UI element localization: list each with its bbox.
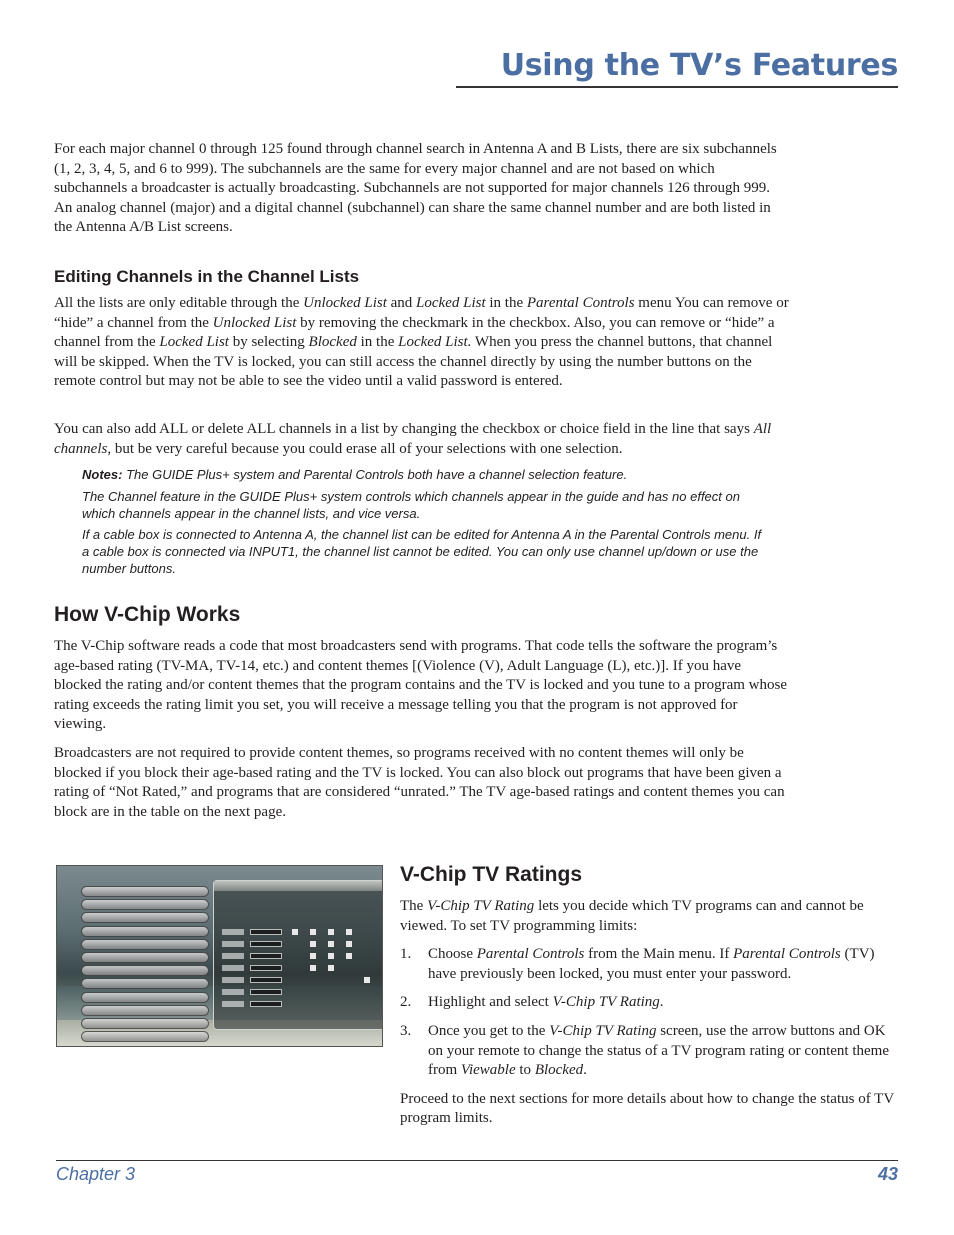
header-rule — [456, 86, 898, 88]
list-item: 3. Once you get to the V-Chip TV Rating screen, use the arrow buttons and OK on your remote to change the status of a TV program rating or content theme from Viewable to Blocked. — [400, 1022, 889, 1079]
editing-paragraph-2: You can also add ALL or delete ALL channels in a list by changing the checkbox or choice field in the line that says All channels, but be very careful because you could erase all of your selections with one selection. — [54, 421, 772, 457]
vchip-works-heading: How V-Chip Works — [54, 603, 241, 626]
vchip-ratings-heading: V-Chip TV Ratings — [400, 863, 583, 886]
note-1: Notes: The GUIDE Plus+ system and Parental Controls both have a channel selection feature. — [82, 467, 628, 482]
vchip-works-paragraph-1: The V-Chip software reads a code that most broadcasters send with programs. That code tells the software the program’s age-based rating (TV-MA, TV-14, etc.) and content themes [(Violence (V), Adult Language (L), etc.)]. If you have blocked the rating and/or content themes that the program contains and the TV is locked and you tune to a program whose rating exceeds the rating limit you set, you will receive a message telling you that the program is not approved for viewing. — [54, 638, 788, 733]
list-item: 2. Highlight and select V-Chip TV Rating. — [400, 994, 664, 1011]
editing-heading: Editing Channels in the Channel Lists — [54, 267, 360, 286]
vchip-works-paragraph-2: Broadcasters are not required to provide content themes, so programs received with no content themes will only be blocked if you block their age-based rating and the TV is locked. You can also block out programs that have been given a rating of “Not Rated,” and programs that are considered “unrated.” The TV age-based ratings and content themes you can block are in the table on the next page. — [54, 745, 785, 820]
vchip-ratings-intro: The V-Chip TV Rating lets you decide which TV programs can and cannot be viewed. To set TV programming limits: — [400, 898, 864, 934]
vchip-ratings-closing: Proceed to the next sections for more details about how to change the status of TV program limits. — [400, 1090, 894, 1127]
editing-paragraph-1: All the lists are only editable through the Unlocked List and Locked List in the Parental Controls menu You can remove or “hide” a channel from the Unlocked List by removing the checkmark in the checkbox. Also, you can remove or “hide” a channel from the Locked List by selecting Blocked in the Locked List. When you press the channel buttons, that channel will be skipped. When the TV is locked, you can still access the channel directly by using the number buttons on the remote control but may not be able to see the video until a valid password is entered. — [54, 295, 789, 390]
footer-chapter: Chapter 3 — [56, 1164, 136, 1184]
footer-page-number: 43 — [877, 1164, 898, 1184]
parental-controls-screenshot — [56, 865, 383, 1047]
note-3: If a cable box is connected to Antenna A, the channel list can be edited for Antenna A in the Parental Controls menu. If a cable box is connected via INPUT1, the channel list cannot be edited. You can only use channel up/down or use the number buttons. — [82, 527, 762, 576]
footer-rule — [56, 1160, 898, 1161]
vchip-steps-list — [400, 945, 895, 1081]
list-item: 1. Choose Parental Controls from the Main menu. If Parental Controls (TV) have previously been locked, you must enter your password. — [400, 946, 875, 982]
notes-block — [82, 467, 762, 583]
page-header-title: Using the TV’s Features — [500, 48, 898, 83]
vchip-ratings-body — [400, 897, 895, 1138]
intro-paragraph: For each major channel 0 through 125 found through channel search in Antenna A and B Lists, there are six subchannels (1, 2, 3, 4, 5, and 6 to 999). The subchannels are the same for every major channel and are not based on which subchannels a broadcaster is actually broadcasting. Subchannels are not supported for major channels 126 through 999. An analog channel (major) and a digital channel (subchannel) can share the same channel number and are both listed in the Antenna A/B List screens. — [54, 141, 777, 236]
note-2: The Channel feature in the GUIDE Plus+ system controls which channels appear in the guide and has no effect on which channels appear in the channel lists, and vice versa. — [82, 488, 740, 521]
